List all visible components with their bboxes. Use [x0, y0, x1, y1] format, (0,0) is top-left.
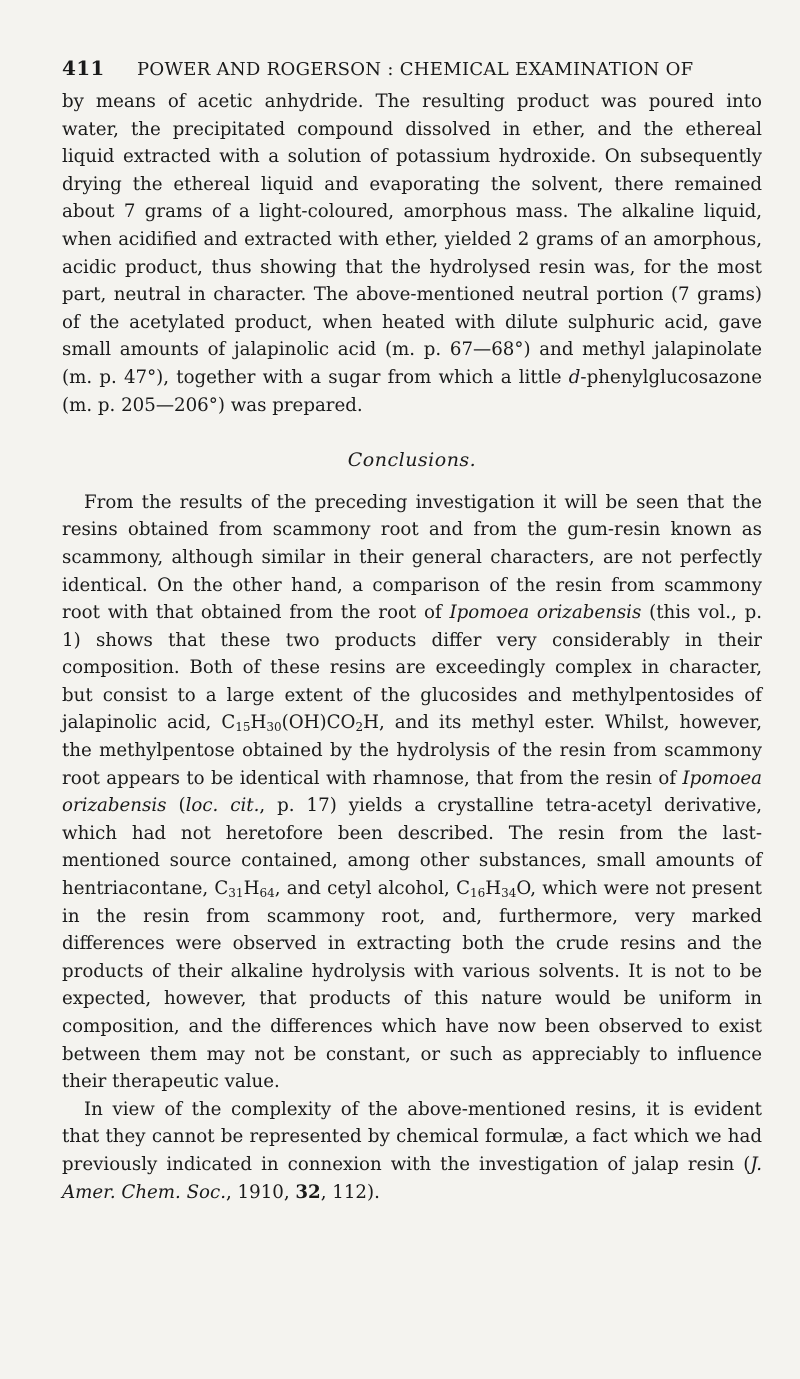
journal-volume: 32	[295, 1181, 321, 1203]
journal-name: J. Amer. Chem. Soc.	[62, 1153, 762, 1203]
formula-hentriacontane: $C_{31}H_{64}$	[214, 878, 275, 901]
paragraph-continued: by means of acetic anhydride. The resulting product was poured into water, the precipitated compound dissolved in ether, and the ethereal liquid extracted with a solution of potassium hydroxide. On subsequently drying the ethereal liquid and evaporating the solvent, there remained about 7 grams of a light-coloured, amorphous mass. The alkaline liquid, when acidified and extracted with ether, yielded 2 grams of an amorphous, acidic product, thus showing that the hydrolysed resin was, for the most part, neutral in character. The above-mentioned neutral portion (7 grams) of the acetylated product, when heated with dilute sulphuric acid, gave small amounts of jalapinolic acid (m. p. 67—68°) and methyl jalapinolate (m. p. 47°), together with a sugar from which a little d-phenylglucosazone (m. p. 205—206°) was prepared.	[62, 91, 762, 416]
section-heading: Conclusions.	[347, 449, 477, 472]
paragraph-final: In view of the complexity of the above-mentioned resins, it is evident that they cannot be represented by chemical formulæ, a fact which we had previously indicated in connexion with the investigation of jalap resin (J. Amer. Chem. Soc., 1910, 32, 112).	[62, 1098, 762, 1203]
paragraph-conclusions: From the results of the preceding investigation it will be seen that the resins obtained from scammony root and from the gum-resin known as scammony, although similar in their general characters, are not perfectly identical. On the other hand, a comparison of the resin from scammony root with that obtained from the root of Ipomoea orizabensis (this vol., p. 1) shows that these two products differ very considerably in their composition. Both of these resins are exceedingly complex in character, but consist to a large extent of the glucosides and methylpentosides of jalapinolic acid, $C_{15}H_{30}(OH)CO_2H$, and its methyl ester. Whilst, however, the methylpentose obtained by the hydrolysis of the resin from scammony root appears to be identical with rhamnose, that from the resin of Ipomoea orizabensis (loc. cit., p. 17) yields a crystalline tetra-acetyl derivative, which had not heretofore been described. The resin from the last-mentioned source contained, among other substances, small amounts of hentriacontane, $C_{31}H_{64}$, and cetyl alcohol, $C_{16}H_{34}O$, which were not present in the resin from scammony root, and, furthermore, very marked differences were observed in extracting both the crude resins and the products of their alkaline hydrolysis with various solvents. It is not to be expected, however, that products of this nature would be uniform in composition, and the differences which have now been observed to exist between them may not be constant, or such as appreciably to influence their therapeutic value.	[62, 491, 763, 1093]
page-number: 411	[62, 56, 105, 80]
formula-cetyl-alcohol: $C_{16}H_{34}O$	[456, 878, 531, 901]
running-header	[62, 56, 762, 80]
running-title: POWER AND ROGERSON : CHEMICAL EXAMINATION OF	[137, 59, 694, 80]
citation-loc: loc. cit.	[185, 795, 260, 817]
species-name: Ipomoea orizabensis	[62, 767, 762, 817]
d-prefix: d	[568, 366, 581, 388]
formula-jalapinolic: $C_{15}H_{30}(OH)CO_2H$	[221, 712, 379, 735]
page-body	[62, 88, 762, 1206]
species-name: Ipomoea orizabensis	[449, 602, 642, 624]
